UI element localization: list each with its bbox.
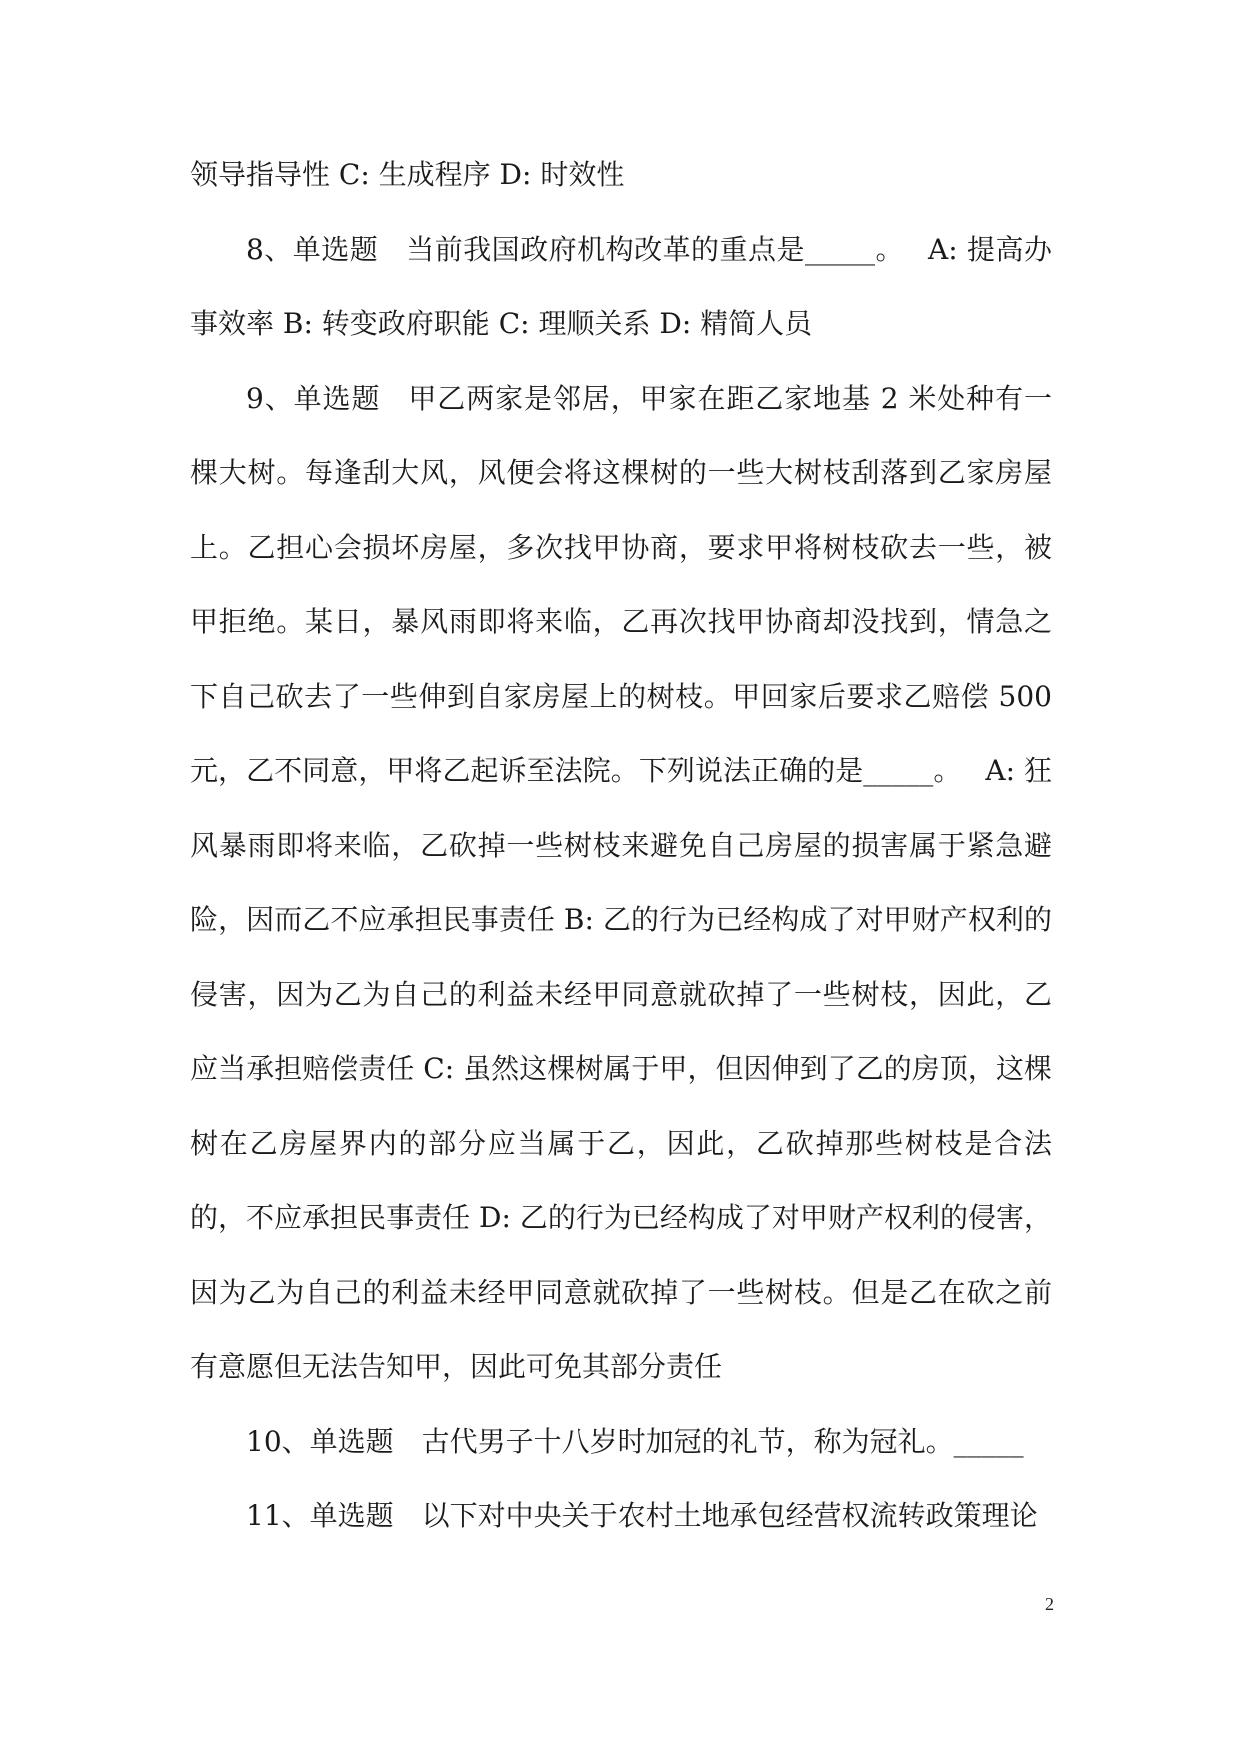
question-type: 单选题 (293, 381, 381, 415)
document-body (190, 138, 1052, 1554)
question-10 (190, 1405, 1052, 1480)
continuation-paragraph (190, 138, 1052, 213)
question-11 (190, 1479, 1052, 1554)
question-options: A: 狂风暴雨即将来临，乙砍掉一些树枝来避免自己房屋的损害属于紧急避险，因而乙不应承担民事责任 B: 乙的行为已经构成了对甲财产权利的侵害，因为乙为自己的利益未经甲同意就砍掉了一些树枝，因此，乙应当承担赔偿责任 C: 虽然这棵树属于甲，但因伸到了乙的房顶，这棵树在乙房屋界内的部分应当属于乙，因此，乙砍掉那些树枝是合法的，不应承担民事责任 D: 乙的行为已经构成了对甲财产权利的侵害，因为乙为自己的利益未经甲同意就砍掉了一些树枝。但是乙在砍之前有意愿但无法告知甲，因此可免其部分责任 (190, 754, 1052, 1383)
question-stem: 古代男子十八岁时加冠的礼节，称为冠礼。_____ (421, 1424, 1024, 1458)
question-type: 单选题 (309, 1499, 394, 1532)
question-number: 10、 (246, 1424, 310, 1458)
question-number: 8、 (246, 232, 293, 266)
question-stem: 甲乙两家是邻居，甲家在距乙家地基 2 米处种有一棵大树。每逢刮大风，风便会将这棵树的一些大树枝刮落到乙家房屋上。乙担心会损坏房屋，多次找甲协商，要求甲将树枝砍去一些，被甲拒绝。某日，暴风雨即将来临，乙再次找甲协商却没找到，情急之下自己砍去了一些伸到自家房屋上的树枝。甲回家后要求乙赔偿 500 元，乙不同意，甲将乙起诉至法院。下列说法正确的是_____。 (190, 381, 1052, 787)
page-number: 2 (1045, 1594, 1054, 1614)
question-9 (190, 362, 1052, 1405)
question-number: 9、 (246, 381, 294, 415)
question-8 (190, 213, 1052, 362)
question-number: 11、 (246, 1499, 310, 1532)
question-type: 单选题 (292, 232, 379, 266)
question-options: A: 提高办事效率 B: 转变政府职能 C: 理顺关系 D: 精简人员 (190, 232, 1052, 340)
continuation-text: 领导指导性 C: 生成程序 D: 时效性 (190, 158, 625, 191)
question-stem: 当前我国政府机构改革的重点是_____。 (406, 232, 904, 266)
question-stem: 以下对中央关于农村土地承包经营权流转政策理论 (421, 1499, 1038, 1532)
question-type: 单选题 (309, 1424, 394, 1458)
